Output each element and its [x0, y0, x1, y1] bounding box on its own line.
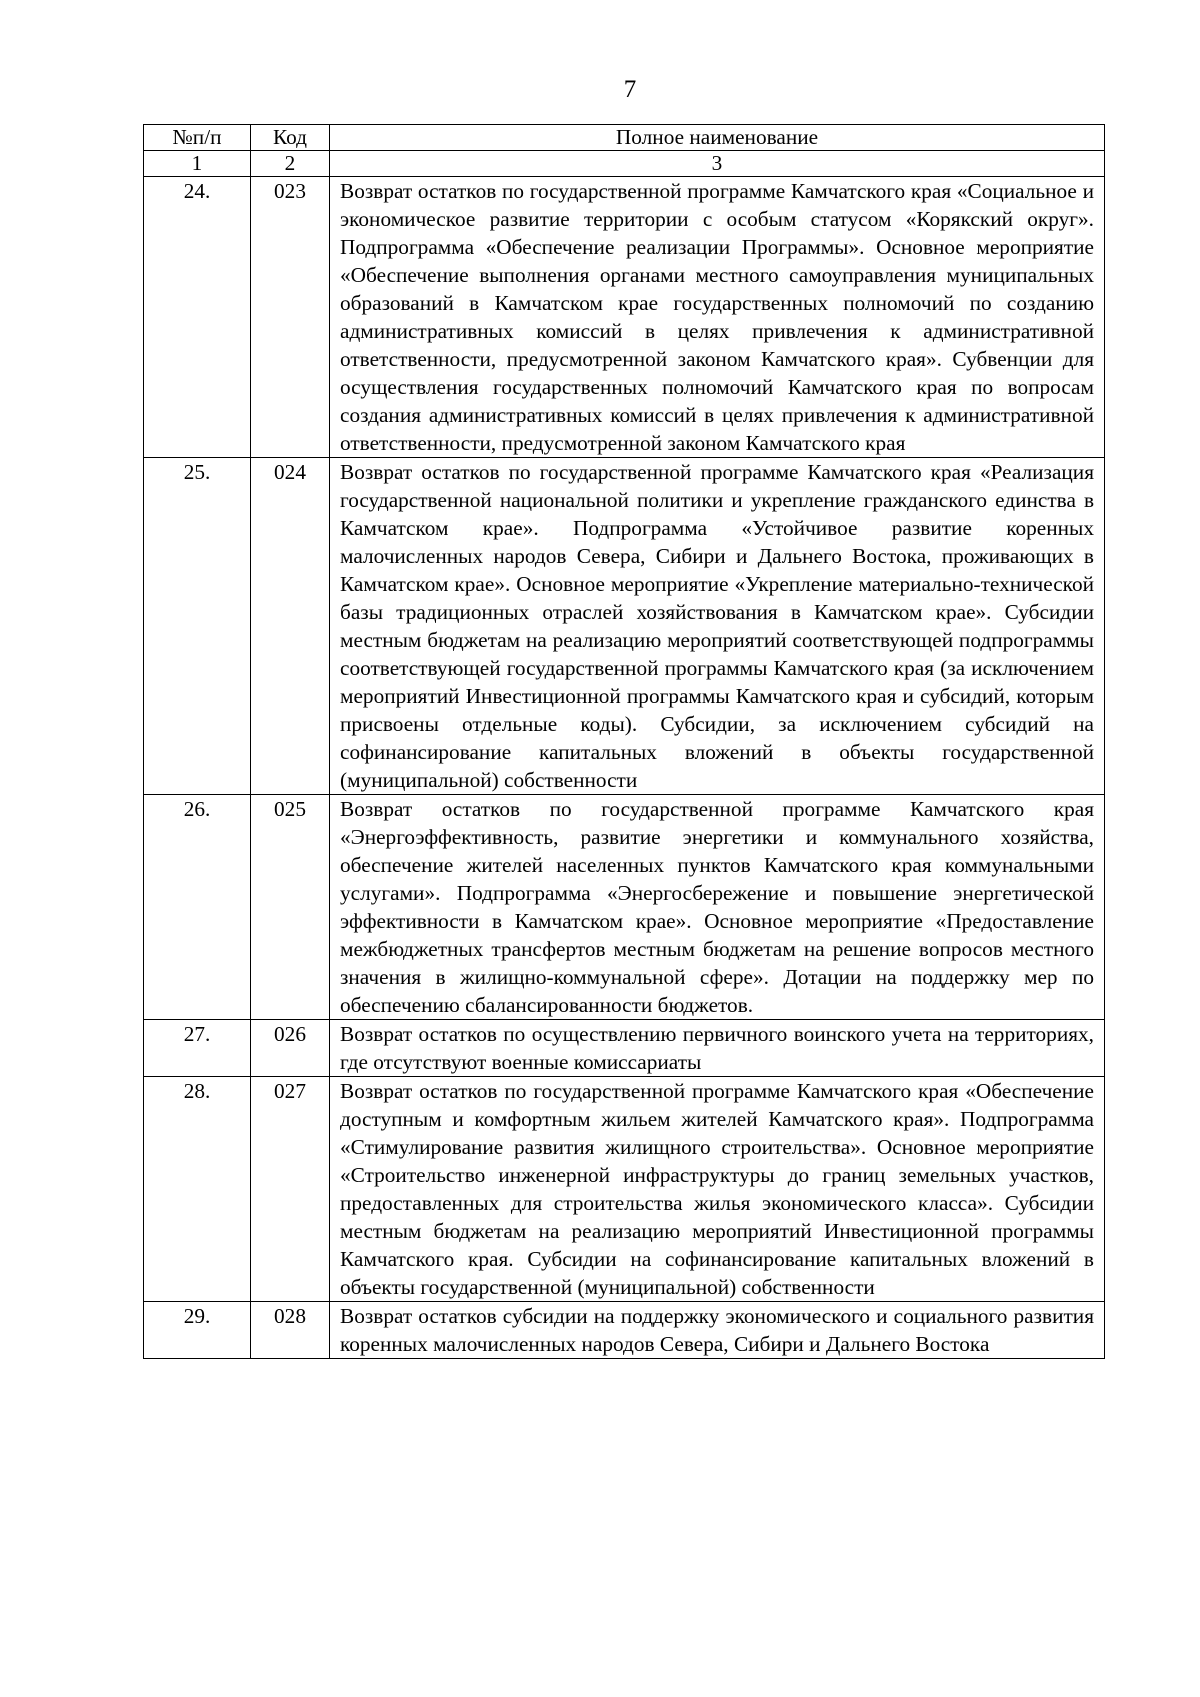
column-index-3: 3	[330, 151, 1105, 177]
column-index-1: 1	[144, 151, 251, 177]
header-number: №п/п	[144, 125, 251, 151]
table-row	[144, 177, 1105, 458]
row-full-name: Возврат остатков по государственной программе Камчатского края «Социальное и экономическое развитие территории с особым статусом «Корякский округ». Подпрограмма «Обеспечение реализации Программы». Основное мероприятие «Обеспечение выполнения органами местного самоуправления муниципальных образований в Камчатском крае государственных полномочий по созданию административных комиссий в целях привлечения к административной ответственности, предусмотренной законом Камчатского края». Субвенции для осуществления государственных полномочий Камчатского края по вопросам создания административных комиссий в целях привлечения к административной ответственности, предусмотренной законом Камчатского края	[330, 177, 1105, 458]
row-number: 27.	[144, 1020, 251, 1077]
table-column-index-row	[144, 151, 1105, 177]
header-full-name: Полное наименование	[330, 125, 1105, 151]
row-code: 028	[251, 1302, 330, 1359]
row-number: 25.	[144, 458, 251, 795]
table-row	[144, 1302, 1105, 1359]
row-full-name: Возврат остатков по государственной программе Камчатского края «Энергоэффективность, развитие энергетики и коммунального хозяйства, обеспечение жителей населенных пунктов Камчатского края коммунальными услугами». Подпрограмма «Энергосбережение и повышение энергетической эффективности в Камчатском крае». Основное мероприятие «Предоставление межбюджетных трансфертов местным бюджетам на решение вопросов местного значения в жилищно-коммунальной сфере». Дотации на поддержку мер по обеспечению сбалансированности бюджетов.	[330, 795, 1105, 1020]
row-code: 027	[251, 1077, 330, 1302]
header-code: Код	[251, 125, 330, 151]
row-full-name: Возврат остатков по осуществлению первичного воинского учета на территориях, где отсутствуют военные комиссариаты	[330, 1020, 1105, 1077]
page-number: 7	[623, 76, 637, 103]
table-header-row	[144, 125, 1105, 151]
table-row	[144, 795, 1105, 1020]
table-row	[144, 1077, 1105, 1302]
row-number: 28.	[144, 1077, 251, 1302]
table-row	[144, 1020, 1105, 1077]
row-full-name: Возврат остатков по государственной программе Камчатского края «Обеспечение доступным и комфортным жильем жителей Камчатского края». Подпрограмма «Стимулирование развития жилищного строительства». Основное мероприятие «Строительство инженерной инфраструктуры до границ земельных участков, предоставленных для строительства жилья экономического класса». Субсидии местным бюджетам на реализацию мероприятий Инвестиционной программы Камчатского края. Субсидии на софинансирование капитальных вложений в объекты государственной (муниципальной) собственности	[330, 1077, 1105, 1302]
table-row	[144, 458, 1105, 795]
budget-codes-table	[143, 124, 1105, 1359]
row-code: 024	[251, 458, 330, 795]
row-full-name: Возврат остатков субсидии на поддержку экономического и социального развития коренных малочисленных народов Севера, Сибири и Дальнего Востока	[330, 1302, 1105, 1359]
row-number: 26.	[144, 795, 251, 1020]
row-code: 026	[251, 1020, 330, 1077]
column-index-2: 2	[251, 151, 330, 177]
row-code: 023	[251, 177, 330, 458]
row-code: 025	[251, 795, 330, 1020]
row-number: 24.	[144, 177, 251, 458]
row-full-name: Возврат остатков по государственной программе Камчатского края «Реализация государственной национальной политики и укрепление гражданского единства в Камчатском крае». Подпрограмма «Устойчивое развитие коренных малочисленных народов Севера, Сибири и Дальнего Востока, проживающих в Камчатском крае». Основное мероприятие «Укрепление материально-технической базы традиционных отраслей хозяйствования в Камчатском крае». Субсидии местным бюджетам на реализацию мероприятий соответствующей подпрограммы соответствующей государственной программы Камчатского края (за исключением мероприятий Инвестиционной программы Камчатского края и субсидий, которым присвоены отдельные коды). Субсидии, за исключением субсидий на софинансирование капитальных вложений в объекты государственной (муниципальной) собственности	[330, 458, 1105, 795]
row-number: 29.	[144, 1302, 251, 1359]
